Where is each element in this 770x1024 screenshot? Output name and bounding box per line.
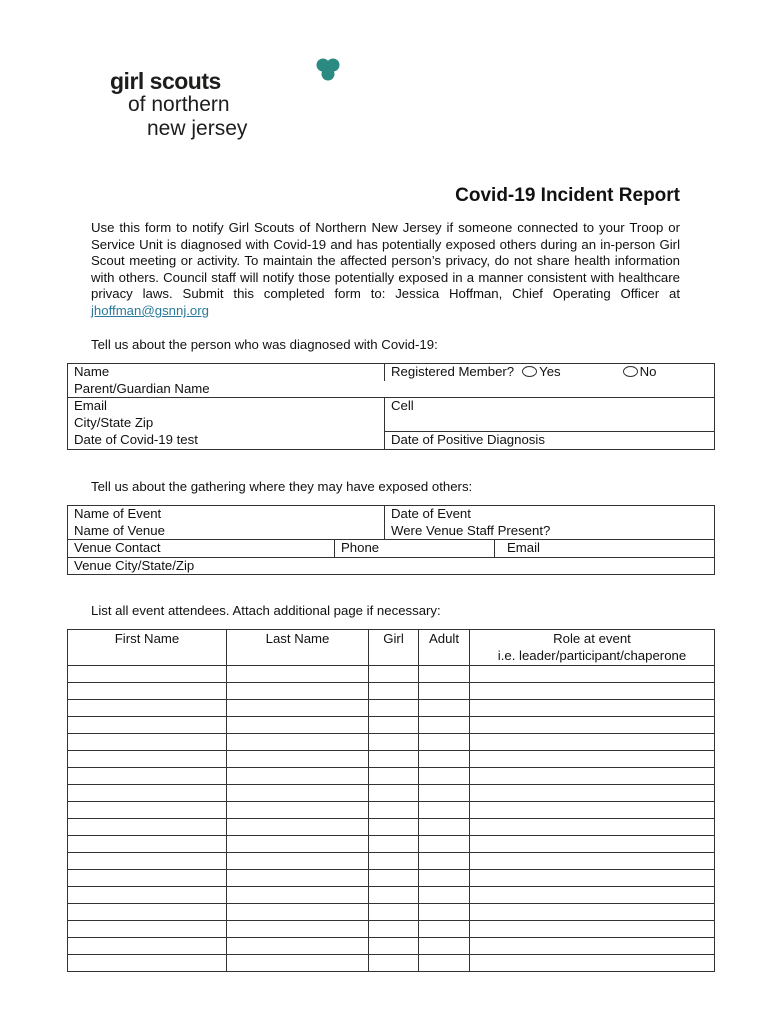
attendee-row: [68, 700, 715, 717]
section2-prompt: Tell us about the gathering where they may have exposed others:: [91, 479, 473, 494]
gathering-table: [67, 505, 715, 575]
attendees-rows: [68, 666, 715, 972]
last-name-cell[interactable]: [227, 734, 369, 751]
logo-line-3: new jersey: [147, 117, 248, 140]
adult-cell[interactable]: [419, 751, 470, 768]
girl-cell[interactable]: [369, 836, 419, 853]
adult-header: Adult: [419, 630, 470, 666]
venue-staff-present-field[interactable]: Were Venue Staff Present?: [385, 523, 715, 540]
role-cell[interactable]: [470, 751, 715, 768]
girl-header: Girl: [369, 630, 419, 666]
role-cell[interactable]: [470, 955, 715, 972]
first-name-cell[interactable]: [68, 938, 227, 955]
attendee-row: [68, 802, 715, 819]
venue-email-label: Email: [507, 540, 540, 555]
last-name-cell[interactable]: [227, 938, 369, 955]
attendee-row: [68, 768, 715, 785]
adult-cell[interactable]: [419, 853, 470, 870]
yes-label: Yes: [539, 364, 561, 379]
attendee-row: [68, 853, 715, 870]
first-name-cell[interactable]: [68, 683, 227, 700]
role-cell[interactable]: [470, 819, 715, 836]
role-cell[interactable]: [470, 802, 715, 819]
no-label: No: [639, 364, 657, 379]
last-name-cell[interactable]: [227, 887, 369, 904]
last-name-cell[interactable]: [227, 802, 369, 819]
girl-cell[interactable]: [369, 853, 419, 870]
registered-member-label: Registered Member?: [391, 364, 515, 379]
positive-diagnosis-date-field[interactable]: Date of Positive Diagnosis: [385, 432, 715, 450]
attendees-table: [67, 629, 715, 972]
first-name-cell[interactable]: [68, 666, 227, 683]
last-name-cell[interactable]: [227, 870, 369, 887]
role-header-label: Role at event: [553, 631, 631, 646]
adult-cell[interactable]: [419, 734, 470, 751]
adult-cell[interactable]: [419, 768, 470, 785]
attendee-row: [68, 836, 715, 853]
logo-line-2: of northern: [128, 93, 230, 116]
email-field[interactable]: Email: [68, 398, 385, 415]
test-date-field[interactable]: Date of Covid-19 test: [68, 432, 385, 450]
guardian-name-field[interactable]: Parent/Guardian Name: [68, 381, 715, 398]
role-cell[interactable]: [470, 887, 715, 904]
last-name-cell[interactable]: [227, 751, 369, 768]
last-name-header: Last Name: [227, 630, 369, 666]
event-name-field[interactable]: Name of Event: [68, 506, 385, 523]
venue-email-field[interactable]: [495, 540, 715, 558]
first-name-cell[interactable]: [68, 904, 227, 921]
last-name-cell[interactable]: [227, 700, 369, 717]
girl-cell[interactable]: [369, 938, 419, 955]
attendee-row: [68, 921, 715, 938]
adult-cell[interactable]: [419, 802, 470, 819]
first-name-cell[interactable]: [68, 836, 227, 853]
trefoil-logo-icon: [314, 56, 342, 84]
attendee-row: [68, 955, 715, 972]
girl-cell[interactable]: [369, 717, 419, 734]
adult-cell[interactable]: [419, 666, 470, 683]
role-cell[interactable]: [470, 683, 715, 700]
attendee-row: [68, 666, 715, 683]
section3-prompt: List all event attendees. Attach additional page if necessary:: [91, 603, 441, 618]
attendee-row: [68, 785, 715, 802]
role-cell[interactable]: [470, 734, 715, 751]
first-name-cell[interactable]: [68, 700, 227, 717]
attendee-row: [68, 717, 715, 734]
role-cell[interactable]: [470, 666, 715, 683]
girl-cell[interactable]: [369, 734, 419, 751]
contact-email-link[interactable]: jhoffman@gsnnj.org: [91, 302, 209, 318]
venue-contact-field[interactable]: Venue Contact: [68, 540, 335, 558]
adult-cell[interactable]: [419, 938, 470, 955]
role-cell[interactable]: [470, 938, 715, 955]
yes-radio[interactable]: [522, 366, 537, 377]
first-name-cell[interactable]: [68, 887, 227, 904]
girl-cell[interactable]: [369, 802, 419, 819]
no-radio[interactable]: [623, 366, 638, 377]
adult-cell[interactable]: [419, 870, 470, 887]
role-header: [470, 630, 715, 666]
phone-field[interactable]: Phone: [335, 540, 495, 558]
attendee-row: [68, 904, 715, 921]
first-name-cell[interactable]: [68, 717, 227, 734]
girl-cell[interactable]: [369, 666, 419, 683]
adult-cell[interactable]: [419, 904, 470, 921]
first-name-header: First Name: [68, 630, 227, 666]
last-name-cell[interactable]: [227, 717, 369, 734]
role-cell[interactable]: [470, 785, 715, 802]
last-name-cell[interactable]: [227, 836, 369, 853]
first-name-cell[interactable]: [68, 785, 227, 802]
girl-cell[interactable]: [369, 887, 419, 904]
cell-field[interactable]: Cell: [385, 398, 715, 415]
first-name-cell[interactable]: [68, 734, 227, 751]
adult-cell[interactable]: [419, 836, 470, 853]
girl-cell[interactable]: [369, 683, 419, 700]
attendee-row: [68, 819, 715, 836]
role-cell[interactable]: [470, 870, 715, 887]
adult-cell[interactable]: [419, 785, 470, 802]
blank-cell: [385, 415, 715, 432]
logo-line-1: girl scouts: [110, 68, 221, 94]
last-name-cell[interactable]: [227, 819, 369, 836]
role-header-hint: i.e. leader/participant/chaperone: [497, 647, 687, 663]
girl-cell[interactable]: [369, 870, 419, 887]
gsnnj-logo: [110, 56, 310, 151]
adult-cell[interactable]: [419, 700, 470, 717]
first-name-cell[interactable]: [68, 751, 227, 768]
first-name-cell[interactable]: [68, 955, 227, 972]
role-cell[interactable]: [470, 836, 715, 853]
diagnosed-person-table: [67, 363, 715, 450]
last-name-cell[interactable]: [227, 904, 369, 921]
intro-text: Use this form to notify Girl Scouts of Northern New Jersey if someone connected to your Troop or Service Unit is diagnosed with Covid-19 and has potentially exposed others during an in-person Girl Scout meeting or activity. To maintain the affected person’s privacy, do not share health information with others. Council staff will notify those potentially exposed in a manner consistent with healthcare privacy laws. Submit this completed form to: Jessica Hoffman, Chief Operating Officer at: [91, 220, 680, 302]
attendee-row: [68, 734, 715, 751]
first-name-cell[interactable]: [68, 921, 227, 938]
adult-cell[interactable]: [419, 887, 470, 904]
girl-cell[interactable]: [369, 904, 419, 921]
role-cell[interactable]: [470, 768, 715, 785]
last-name-cell[interactable]: [227, 683, 369, 700]
adult-cell[interactable]: [419, 819, 470, 836]
first-name-cell[interactable]: [68, 819, 227, 836]
girl-cell[interactable]: [369, 751, 419, 768]
adult-cell[interactable]: [419, 955, 470, 972]
role-cell[interactable]: [470, 921, 715, 938]
adult-cell[interactable]: [419, 921, 470, 938]
last-name-cell[interactable]: [227, 785, 369, 802]
venue-name-field[interactable]: Name of Venue: [68, 523, 385, 540]
adult-cell[interactable]: [419, 717, 470, 734]
adult-cell[interactable]: [419, 683, 470, 700]
girl-cell[interactable]: [369, 955, 419, 972]
role-cell[interactable]: [470, 700, 715, 717]
role-cell[interactable]: [470, 904, 715, 921]
attendee-row: [68, 751, 715, 768]
role-cell[interactable]: [470, 853, 715, 870]
girl-cell[interactable]: [369, 819, 419, 836]
section1-prompt: Tell us about the person who was diagnosed with Covid-19:: [91, 337, 438, 352]
city-state-zip-field[interactable]: City/State Zip: [68, 415, 385, 432]
attendee-row: [68, 683, 715, 700]
girl-cell[interactable]: [369, 700, 419, 717]
last-name-cell[interactable]: [227, 921, 369, 938]
last-name-cell[interactable]: [227, 666, 369, 683]
last-name-cell[interactable]: [227, 853, 369, 870]
girl-cell[interactable]: [369, 785, 419, 802]
attendee-row: [68, 887, 715, 904]
registered-member-field: [385, 364, 715, 381]
girl-cell[interactable]: [369, 921, 419, 938]
event-date-field[interactable]: Date of Event: [385, 506, 715, 523]
attendee-row: [68, 938, 715, 955]
intro-paragraph: [91, 220, 680, 320]
girl-cell[interactable]: [369, 768, 419, 785]
attendee-row: [68, 870, 715, 887]
last-name-cell[interactable]: [227, 955, 369, 972]
first-name-cell[interactable]: [68, 802, 227, 819]
role-cell[interactable]: [470, 717, 715, 734]
venue-city-state-zip-field[interactable]: Venue City/State/Zip: [68, 557, 715, 575]
first-name-cell[interactable]: [68, 768, 227, 785]
first-name-cell[interactable]: [68, 853, 227, 870]
last-name-cell[interactable]: [227, 768, 369, 785]
page-title: Covid-19 Incident Report: [455, 185, 680, 206]
name-field[interactable]: Name: [68, 364, 385, 381]
first-name-cell[interactable]: [68, 870, 227, 887]
